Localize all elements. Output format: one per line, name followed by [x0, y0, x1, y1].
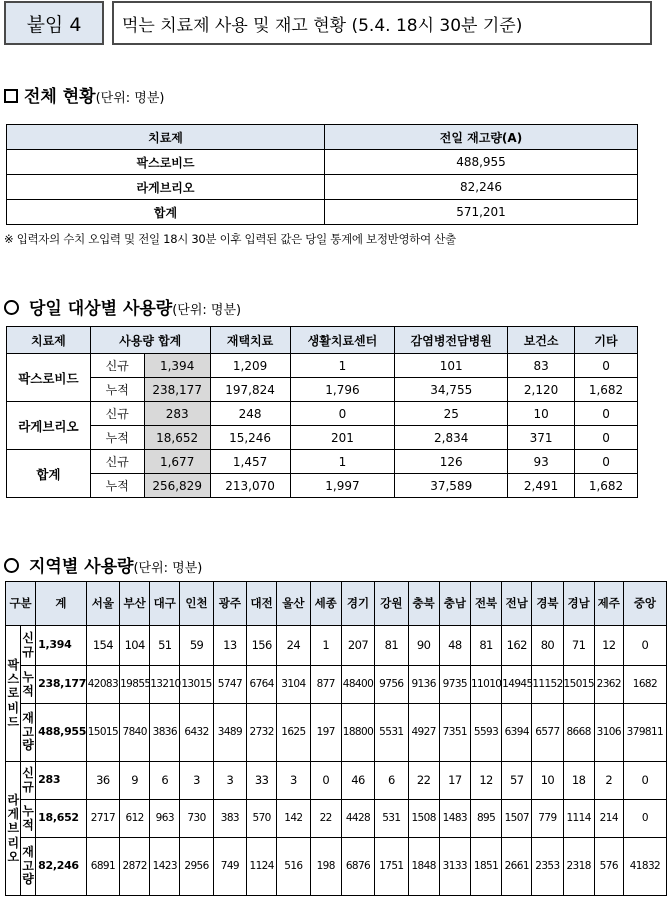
region-value-cell: 6 — [375, 762, 408, 800]
region-value-cell: 14945 — [502, 666, 532, 704]
stock-value-cell: 82,246 — [325, 175, 638, 200]
table-row — [7, 378, 638, 402]
region-value-cell: 1851 — [470, 838, 501, 896]
table-header: 구분 — [6, 582, 36, 626]
region-total-cell: 1,394 — [36, 626, 87, 666]
value-cell: 1,796 — [290, 378, 395, 402]
table-row — [7, 150, 638, 175]
region-value-cell: 2661 — [502, 838, 532, 896]
value-cell: 1,997 — [290, 474, 395, 498]
region-value-cell: 6764 — [247, 666, 277, 704]
region-value-cell: 18800 — [341, 704, 374, 762]
table-row — [7, 450, 638, 474]
region-value-cell: 71 — [563, 626, 594, 666]
section2-title — [4, 294, 241, 319]
drug-name-cell: 합계 — [7, 450, 91, 498]
value-cell: 197,824 — [210, 378, 290, 402]
value-cell: 25 — [395, 402, 508, 426]
region-value-cell: 8668 — [563, 704, 594, 762]
region-value-cell: 11152 — [532, 666, 563, 704]
region-value-cell: 2353 — [532, 838, 563, 896]
region-value-cell: 81 — [375, 626, 408, 666]
region-value-cell: 197 — [310, 704, 341, 762]
region-value-cell: 570 — [247, 800, 277, 838]
region-value-cell: 81 — [470, 626, 501, 666]
region-value-cell: 3 — [277, 762, 310, 800]
table-header: 계 — [36, 582, 87, 626]
region-value-cell: 1423 — [150, 838, 180, 896]
attachment-tag: 붙임 4 — [4, 1, 104, 45]
section1-unit: (단위: 명분) — [95, 91, 165, 106]
table-row — [7, 200, 638, 225]
region-value-cell: 33 — [247, 762, 277, 800]
value-cell: 2,120 — [508, 378, 575, 402]
table-row — [7, 474, 638, 498]
region-value-cell: 12 — [594, 626, 623, 666]
value-cell: 126 — [395, 450, 508, 474]
table-row — [7, 402, 638, 426]
region-value-cell: 17 — [439, 762, 470, 800]
value-cell: 93 — [508, 450, 575, 474]
value-cell: 37,589 — [395, 474, 508, 498]
region-value-cell: 6577 — [532, 704, 563, 762]
region-value-cell: 0 — [310, 762, 341, 800]
table-row — [6, 666, 667, 704]
value-cell: 0 — [290, 402, 395, 426]
drug-name-cell: 라게브리오 — [6, 762, 21, 896]
row-type-cell: 재고량 — [21, 838, 36, 896]
region-value-cell: 531 — [375, 800, 408, 838]
value-cell: 213,070 — [210, 474, 290, 498]
region-value-cell: 13 — [213, 626, 246, 666]
stock-value-cell: 488,955 — [325, 150, 638, 175]
value-cell: 10 — [508, 402, 575, 426]
region-value-cell: 2 — [594, 762, 623, 800]
section3-unit: (단위: 명분) — [133, 561, 203, 576]
region-value-cell: 156 — [247, 626, 277, 666]
usage-total-cell: 238,177 — [144, 378, 210, 402]
table-header: 경북 — [532, 582, 563, 626]
table-header: 광주 — [213, 582, 246, 626]
region-value-cell: 1124 — [247, 838, 277, 896]
region-value-cell: 7840 — [120, 704, 150, 762]
table-header: 인천 — [180, 582, 213, 626]
row-type-cell: 누적 — [90, 426, 144, 450]
section2-unit: (단위: 명분) — [172, 303, 242, 318]
region-value-cell: 42083 — [86, 666, 119, 704]
region-value-cell: 36 — [86, 762, 119, 800]
region-value-cell: 18 — [563, 762, 594, 800]
value-cell: 0 — [575, 450, 638, 474]
usage-total-cell: 1,677 — [144, 450, 210, 474]
value-cell: 101 — [395, 354, 508, 378]
region-value-cell: 214 — [594, 800, 623, 838]
table-header: 전남 — [502, 582, 532, 626]
region-total-cell: 238,177 — [36, 666, 87, 704]
region-value-cell: 13210 — [150, 666, 180, 704]
region-value-cell: 3106 — [594, 704, 623, 762]
region-value-cell: 6876 — [341, 838, 374, 896]
drug-name-cell: 합계 — [7, 200, 325, 225]
region-value-cell: 19855 — [120, 666, 150, 704]
value-cell: 201 — [290, 426, 395, 450]
footnote: ※ 입력자의 수치 오입력 및 전일 18시 30분 이후 입력된 값은 당일 통계에 보정반영하여 산출 — [4, 232, 456, 246]
overall-status-table — [6, 124, 638, 225]
region-value-cell: 4428 — [341, 800, 374, 838]
stock-value-cell: 571,201 — [325, 200, 638, 225]
region-value-cell: 1483 — [439, 800, 470, 838]
region-value-cell: 2956 — [180, 838, 213, 896]
value-cell: 2,491 — [508, 474, 575, 498]
region-value-cell: 51 — [150, 626, 180, 666]
region-value-cell: 48 — [439, 626, 470, 666]
region-value-cell: 13015 — [180, 666, 213, 704]
section1-title-text: 전체 현황 — [24, 87, 96, 107]
table-header: 제주 — [594, 582, 623, 626]
table-header: 강원 — [375, 582, 408, 626]
region-value-cell: 1508 — [408, 800, 439, 838]
region-value-cell: 59 — [180, 626, 213, 666]
value-cell: 83 — [508, 354, 575, 378]
region-value-cell: 198 — [310, 838, 341, 896]
table-header: 사용량 합계 — [90, 327, 210, 354]
section3-title-text: 지역별 사용량 — [29, 557, 134, 577]
region-value-cell: 9136 — [408, 666, 439, 704]
value-cell: 1,209 — [210, 354, 290, 378]
table-row — [6, 626, 667, 666]
row-type-cell: 누적 — [21, 666, 36, 704]
region-value-cell: 24 — [277, 626, 310, 666]
region-value-cell: 15015 — [563, 666, 594, 704]
region-value-cell: 48400 — [341, 666, 374, 704]
region-value-cell: 3836 — [150, 704, 180, 762]
region-value-cell: 1 — [310, 626, 341, 666]
table-row — [7, 426, 638, 450]
region-value-cell: 6394 — [502, 704, 532, 762]
table-header: 경남 — [563, 582, 594, 626]
region-value-cell: 2362 — [594, 666, 623, 704]
region-value-cell: 3 — [180, 762, 213, 800]
region-value-cell: 154 — [86, 626, 119, 666]
table-header: 보건소 — [508, 327, 575, 354]
region-value-cell: 6432 — [180, 704, 213, 762]
region-value-cell: 0 — [623, 800, 666, 838]
region-value-cell: 46 — [341, 762, 374, 800]
region-value-cell: 9 — [120, 762, 150, 800]
table-header: 생활치료센터 — [290, 327, 395, 354]
table-header: 기타 — [575, 327, 638, 354]
region-value-cell: 1682 — [623, 666, 666, 704]
region-value-cell: 10 — [532, 762, 563, 800]
region-value-cell: 877 — [310, 666, 341, 704]
region-value-cell: 1848 — [408, 838, 439, 896]
region-value-cell: 516 — [277, 838, 310, 896]
row-type-cell: 신규 — [21, 762, 36, 800]
table-header: 재택치료 — [210, 327, 290, 354]
usage-total-cell: 1,394 — [144, 354, 210, 378]
table-header: 세종 — [310, 582, 341, 626]
row-type-cell: 신규 — [90, 354, 144, 378]
table-header: 중앙 — [623, 582, 666, 626]
region-value-cell: 379811 — [623, 704, 666, 762]
drug-name-cell: 라게브리오 — [7, 175, 325, 200]
table-header: 치료제 — [7, 327, 91, 354]
value-cell: 1 — [290, 354, 395, 378]
region-value-cell: 2732 — [247, 704, 277, 762]
table-row — [6, 838, 667, 896]
row-type-cell: 누적 — [90, 378, 144, 402]
region-total-cell: 488,955 — [36, 704, 87, 762]
region-value-cell: 9756 — [375, 666, 408, 704]
region-value-cell: 779 — [532, 800, 563, 838]
region-value-cell: 895 — [470, 800, 501, 838]
region-value-cell: 9735 — [439, 666, 470, 704]
usage-total-cell: 283 — [144, 402, 210, 426]
circle-bullet-icon — [4, 558, 19, 573]
region-value-cell: 6891 — [86, 838, 119, 896]
page-header — [4, 1, 652, 45]
table-header: 감염병전담병원 — [395, 327, 508, 354]
region-value-cell: 3133 — [439, 838, 470, 896]
value-cell: 0 — [575, 402, 638, 426]
table-header: 대전 — [247, 582, 277, 626]
row-type-cell: 누적 — [21, 800, 36, 838]
table-row — [7, 175, 638, 200]
table-header: 부산 — [120, 582, 150, 626]
value-cell: 1 — [290, 450, 395, 474]
region-value-cell: 1507 — [502, 800, 532, 838]
region-value-cell: 749 — [213, 838, 246, 896]
region-value-cell: 730 — [180, 800, 213, 838]
table-header: 서울 — [86, 582, 119, 626]
region-value-cell: 3104 — [277, 666, 310, 704]
region-value-cell: 4927 — [408, 704, 439, 762]
region-value-cell: 963 — [150, 800, 180, 838]
region-value-cell: 1625 — [277, 704, 310, 762]
table-row — [6, 762, 667, 800]
value-cell: 2,834 — [395, 426, 508, 450]
region-value-cell: 3 — [213, 762, 246, 800]
region-value-cell: 5593 — [470, 704, 501, 762]
region-value-cell: 2872 — [120, 838, 150, 896]
table-header: 충북 — [408, 582, 439, 626]
region-value-cell: 3489 — [213, 704, 246, 762]
table-header: 울산 — [277, 582, 310, 626]
region-value-cell: 90 — [408, 626, 439, 666]
region-value-cell: 383 — [213, 800, 246, 838]
page-title: 먹는 치료제 사용 및 재고 현황 (5.4. 18시 30분 기준) — [112, 1, 652, 45]
region-value-cell: 1751 — [375, 838, 408, 896]
table-header: 대구 — [150, 582, 180, 626]
square-bullet-icon — [4, 89, 18, 103]
value-cell: 371 — [508, 426, 575, 450]
drug-name-cell: 팍스로비드 — [7, 354, 91, 402]
region-total-cell: 82,246 — [36, 838, 87, 896]
usage-total-cell: 256,829 — [144, 474, 210, 498]
region-value-cell: 207 — [341, 626, 374, 666]
table-row — [6, 800, 667, 838]
row-type-cell: 누적 — [90, 474, 144, 498]
region-value-cell: 11010 — [470, 666, 501, 704]
region-value-cell: 5747 — [213, 666, 246, 704]
region-value-cell: 612 — [120, 800, 150, 838]
region-value-cell: 22 — [310, 800, 341, 838]
section3-title — [4, 552, 202, 577]
value-cell: 1,682 — [575, 474, 638, 498]
value-cell: 0 — [575, 426, 638, 450]
table-header: 충남 — [439, 582, 470, 626]
region-value-cell: 104 — [120, 626, 150, 666]
section2-title-text: 당일 대상별 사용량 — [29, 299, 173, 319]
table-header: 경기 — [341, 582, 374, 626]
table-header: 치료제 — [7, 125, 325, 150]
value-cell: 248 — [210, 402, 290, 426]
drug-name-cell: 팍스로비드 — [6, 626, 21, 762]
region-value-cell: 7351 — [439, 704, 470, 762]
region-total-cell: 18,652 — [36, 800, 87, 838]
region-value-cell: 57 — [502, 762, 532, 800]
region-value-cell: 162 — [502, 626, 532, 666]
table-header: 전북 — [470, 582, 501, 626]
region-total-cell: 283 — [36, 762, 87, 800]
region-value-cell: 12 — [470, 762, 501, 800]
region-value-cell: 22 — [408, 762, 439, 800]
drug-name-cell: 팍스로비드 — [7, 150, 325, 175]
region-value-cell: 142 — [277, 800, 310, 838]
drug-name-cell: 라게브리오 — [7, 402, 91, 450]
usage-by-target-table — [6, 326, 638, 498]
region-value-cell: 576 — [594, 838, 623, 896]
region-value-cell: 6 — [150, 762, 180, 800]
usage-by-region-table — [5, 581, 667, 896]
value-cell: 15,246 — [210, 426, 290, 450]
table-header: 전일 재고량(A) — [325, 125, 638, 150]
region-value-cell: 41832 — [623, 838, 666, 896]
value-cell: 0 — [575, 354, 638, 378]
circle-bullet-icon — [4, 300, 19, 315]
row-type-cell: 신규 — [21, 626, 36, 666]
region-value-cell: 5531 — [375, 704, 408, 762]
value-cell: 34,755 — [395, 378, 508, 402]
value-cell: 1,457 — [210, 450, 290, 474]
usage-total-cell: 18,652 — [144, 426, 210, 450]
row-type-cell: 재고량 — [21, 704, 36, 762]
region-value-cell: 2717 — [86, 800, 119, 838]
region-value-cell: 0 — [623, 626, 666, 666]
table-row — [6, 704, 667, 762]
region-value-cell: 15015 — [86, 704, 119, 762]
row-type-cell: 신규 — [90, 402, 144, 426]
region-value-cell: 80 — [532, 626, 563, 666]
region-value-cell: 2318 — [563, 838, 594, 896]
section1-title — [4, 82, 165, 107]
region-value-cell: 0 — [623, 762, 666, 800]
value-cell: 1,682 — [575, 378, 638, 402]
table-row — [7, 354, 638, 378]
row-type-cell: 신규 — [90, 450, 144, 474]
region-value-cell: 1114 — [563, 800, 594, 838]
